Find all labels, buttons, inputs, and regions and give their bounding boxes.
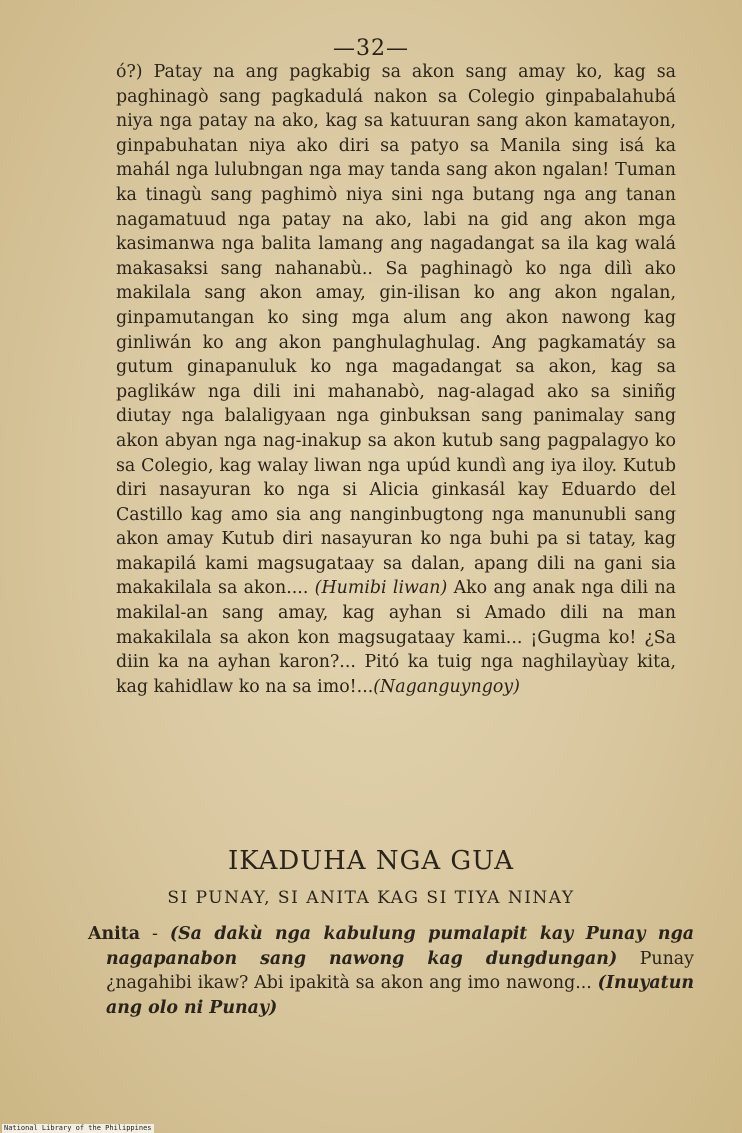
stage-direction-lift-head: (Inuyatun ang olo ni Punay): [106, 973, 694, 1018]
monologue-text-part1: ó?) Patay na ang pagkabig sa akon sang amay ko, kag sa paghinagò sang pagkadulá nakon sa Colegio ginpabalahubá niya nga patay na ako, kag sa katuuran sang akon kamatayon, ginpabuhatan niya ako diri sa patyo sa Manila sing isá ka mahál nga lulubngan nga may tanda sang akon ngalan! Tuman ka tinagù sang paghimò niya sini nga butang nga ang tanan nagamatuud nga patay na ako, labi na gid ang akon mga kasimanwa nga balita lamang ang nagadangat sa ila kag walá makasaksi sang nahanabù.. Sa paghinagò ko nga dilì ako makilala sang akon amay, gin-ilisan ko ang akon ngalan, ginpamutangan ko sing mga alum ang akon nawong kag ginliwán ko ang akon panghulaghulag. Ang pagkamatáy sa gutum ginapanuluk ko nga magadangat sa akon, kag sa paglikáw nga dili ini mahanabò, nag-alagad ako sa siniñg diutay nga balaligyaan nga ginbuksan sang panimalay sang akon abyan nga nag-inakup sa akon kutub sang pagpalagyo ko sa Colegio, kag walay liwan nga upúd kundì ang iya iloy. Kutub diri nasayuran ko nga si Alicia ginkasál kay Eduardo del Castillo kag amo sia ang nanginbugtong nga manunubli sang akon amay Kutub diri nasayuran ko nga buhi pa si tatay, kag makapilá kami magsugataay sa dalan, apang dili na gani sia makakilala sa akon....: [116, 62, 676, 599]
scene-heading: IKADUHA NGA GUA: [227, 846, 515, 876]
scene-cast-line: SI PUNAY, SI ANITA KAG SI TIYA NINAY: [167, 888, 575, 908]
dialogue-paragraph: [88, 922, 694, 1020]
page-number: —32—: [333, 36, 409, 61]
library-watermark: National Library of the Philippines: [4, 1124, 152, 1132]
monologue-text-part2: Ako ang anak nga dili na makilal-an sang amay, kag ayhan si Amado dili na man makakilala sa akon kon magsugataay kami... ¡Gugma ko! ¿Sa diin ka na ayhan karon?... Pitó ka tuig nga naghilayùay kita, kag kahidlaw ko na sa imo!...: [116, 578, 677, 697]
speaker-dash: -: [140, 924, 170, 944]
stage-direction-naganguyngoy: (Naganguyngoy): [373, 676, 520, 697]
dialogue-line: Punay ¿nagahibi ikaw? Abi ipakità sa akon ang imo nawong...: [106, 948, 694, 994]
stage-direction-approach: (Sa dakù nga kabulung pumalapit kay Punay nga nagapanabon sang nawong kag dungdungan): [106, 924, 695, 969]
monologue-paragraph: [116, 60, 676, 699]
speaker-name: Anita: [88, 924, 141, 944]
stage-direction-humibi: (Humibi liwan): [314, 578, 448, 599]
